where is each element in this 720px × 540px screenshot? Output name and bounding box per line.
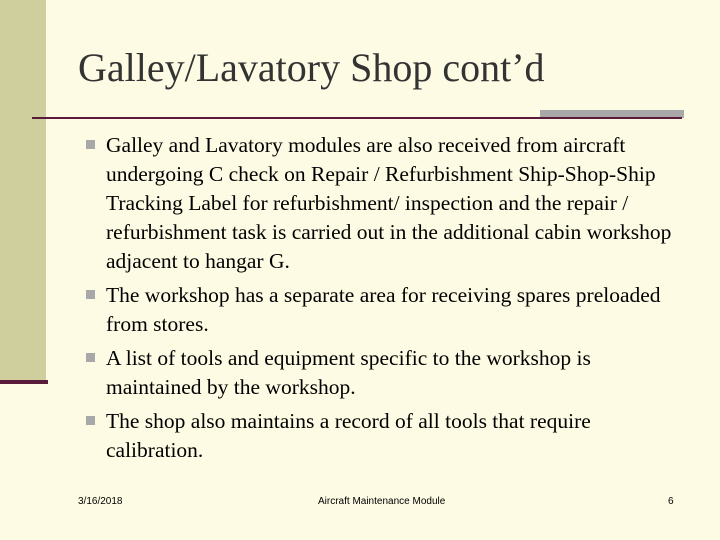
bullet-text: Galley and Lavatory modules are also received from aircraft undergoing C check on Repair / Refurbishment Ship-Shop-Ship Tracking Label for refurbishment/ inspection and the repair / refurbishment task is carried out in the additional cabin workshop adjacent to hangar G. <box>106 133 672 273</box>
footer-module-name: Aircraft Maintenance Module <box>318 496 446 507</box>
page-number: 6 <box>668 496 674 507</box>
square-bullet-icon <box>86 140 95 149</box>
square-bullet-icon <box>86 353 95 362</box>
square-bullet-icon <box>86 416 95 425</box>
slide-title: Galley/Lavatory Shop cont’d <box>78 45 545 90</box>
left-decorative-band <box>0 0 46 383</box>
bullet-item <box>86 281 686 339</box>
title-rule <box>32 117 682 119</box>
bullet-text: A list of tools and equipment specific to the workshop is maintained by the workshop. <box>106 346 591 399</box>
bullet-item <box>86 344 686 402</box>
left-band-underline <box>0 380 48 384</box>
bullet-text: The shop also maintains a record of all tools that require calibration. <box>106 409 591 462</box>
bullet-item <box>86 131 686 276</box>
bullet-list <box>86 131 686 470</box>
bullet-text: The workshop has a separate area for receiving spares preloaded from stores. <box>106 283 661 336</box>
bullet-item <box>86 407 686 465</box>
footer-date: 3/16/2018 <box>78 496 123 507</box>
square-bullet-icon <box>86 290 95 299</box>
